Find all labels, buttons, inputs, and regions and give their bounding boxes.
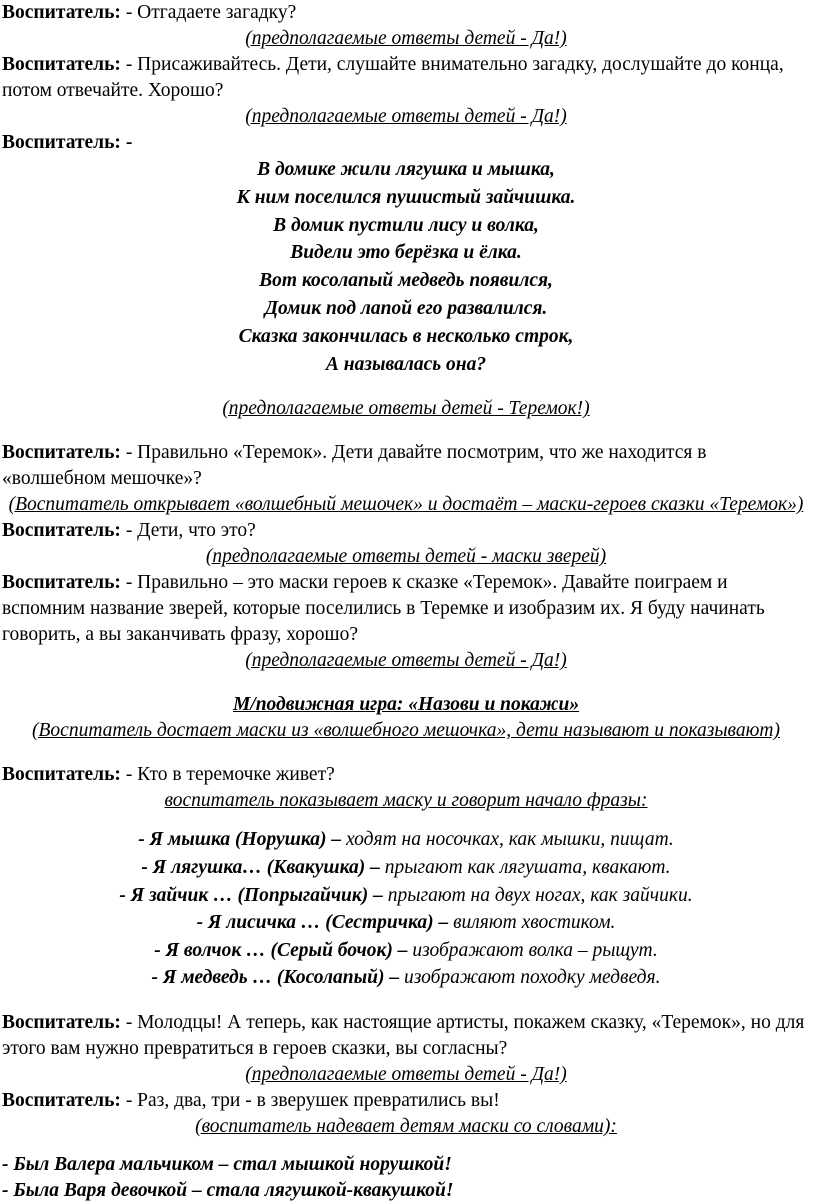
poem-line: В домик пустили лису и волка, — [273, 214, 539, 236]
poem-line: А называлась она? — [325, 353, 487, 375]
speaker-label: Воспитатель: — [2, 1011, 121, 1033]
action-phrase: - Я волчок … (Серый бочок) – — [154, 939, 408, 961]
final-line: - Был Валера мальчиком – стал мышкой норушкой! — [2, 1153, 452, 1175]
line-text: - Присаживайтесь. Дети, слушайте внимательно загадку, дослушайте до конца, потом отвечайте. Хорошо? — [2, 54, 784, 101]
line-text: - Дети, что это? — [120, 520, 256, 542]
action-description: прыгают как лягушата, квакают. — [379, 856, 671, 878]
action-description: изображают волка – рыщут. — [407, 939, 658, 961]
speaker-label: Воспитатель: — [2, 572, 121, 594]
teacher-line — [2, 52, 810, 104]
speaker-label: Воспитатель: — [2, 1089, 121, 1111]
teacher-line — [2, 440, 810, 492]
action-description: виляют хвостиком. — [448, 912, 616, 934]
teacher-line — [2, 1088, 810, 1114]
poem-line: В домике жили лягушка и мышка, — [257, 159, 555, 180]
poem-line: Видели это берёзка и ёлка. — [290, 242, 522, 264]
speaker-label: Воспитатель: — [2, 54, 121, 75]
action-phrase: - Я зайчик … (Попрыгайчик) – — [119, 884, 383, 906]
action-line — [2, 964, 810, 992]
line-text: - Молодцы! А теперь, как настоящие артисты, покажем сказку, «Теремок», но для этого вам нужно превратиться в героев сказки, вы согласны? — [2, 1011, 805, 1059]
action-note: воспитатель показывает маску и говорит начало фразы: — [164, 790, 648, 812]
expected-answer-note: (предполагаемые ответы детей - Да!) — [245, 650, 567, 672]
expected-answer-note: (предполагаемые ответы детей - Да!) — [245, 28, 567, 49]
speaker-label: Воспитатель: — [2, 442, 121, 464]
teacher-line — [2, 0, 810, 26]
riddle-poem — [2, 156, 810, 378]
teacher-line — [2, 130, 810, 156]
speaker-label: Воспитатель: — [2, 2, 121, 23]
expected-answer-note: (предполагаемые ответы детей - Да!) — [245, 106, 567, 127]
speaker-label: Воспитатель: — [2, 132, 121, 153]
action-description: прыгают на двух ногах, как зайчики. — [382, 884, 693, 906]
speaker-label: Воспитатель: — [2, 520, 121, 542]
expected-answer-note: (предполагаемые ответы детей - Теремок!) — [222, 398, 590, 420]
expected-answer-note: (предполагаемые ответы детей - маски зверей) — [205, 546, 607, 568]
action-note: (воспитатель надевает детям маски со словами): — [195, 1115, 617, 1137]
teacher-line — [2, 1010, 810, 1062]
line-text: - — [120, 132, 133, 153]
poem-line: Вот косолапый медведь появился, — [259, 270, 553, 292]
teacher-line — [2, 570, 810, 648]
final-line: - Была Варя девочкой – стала лягушкой-квакушкой! — [2, 1179, 454, 1201]
action-phrase: - Я медведь … (Косолапый) – — [151, 967, 400, 989]
action-phrase: - Я мышка (Норушка) – — [138, 829, 342, 851]
action-line — [2, 937, 810, 965]
line-text: - Кто в теремочке живет? — [120, 764, 335, 786]
action-phrase: - Я лягушка… (Квакушка) – — [141, 856, 380, 878]
line-text: - Правильно – это маски героев к сказке «Теремок». Давайте поиграем и вспомним название зверей, которые поселились в Теремке и изобразим их. Я буду начинать говорить, а вы заканчивать фразу, хорошо? — [2, 572, 765, 646]
teacher-line — [2, 518, 810, 544]
line-text: - Отгадаете загадку? — [120, 2, 297, 23]
action-line — [2, 854, 810, 882]
action-description: ходят на носочках, как мышки, пищат. — [341, 829, 674, 851]
game-title: М/подвижная игра: «Назови и покажи» — [232, 694, 580, 716]
poem-line: Домик под лапой его развалился. — [264, 297, 548, 319]
action-note: (Воспитатель достает маски из «волшебного мешочка», дети называют и показывают) — [32, 720, 780, 742]
action-note: (Воспитатель открывает «волшебный мешочек» и достаёт – маски-героев сказки «Теремок») — [8, 494, 804, 516]
poem-line: К ним поселился пушистый зайчишка. — [236, 186, 576, 208]
teacher-line — [2, 762, 810, 788]
action-line — [2, 882, 810, 910]
action-line — [2, 826, 810, 854]
action-description: изображают походку медведя. — [399, 967, 661, 989]
line-text: - Раз, два, три - в зверушек превратились вы! — [120, 1089, 500, 1111]
line-text: - Правильно «Теремок». Дети давайте посмотрим, что же находится в «волшебном мешочке»? — [2, 442, 707, 490]
action-line — [2, 909, 810, 937]
poem-line: Сказка закончилась в несколько строк, — [238, 325, 574, 347]
action-phrase: - Я лисичка … (Сестричка) – — [196, 912, 449, 934]
game-actions — [2, 826, 810, 992]
speaker-label: Воспитатель: — [2, 764, 121, 786]
expected-answer-note: (предполагаемые ответы детей - Да!) — [245, 1063, 567, 1085]
